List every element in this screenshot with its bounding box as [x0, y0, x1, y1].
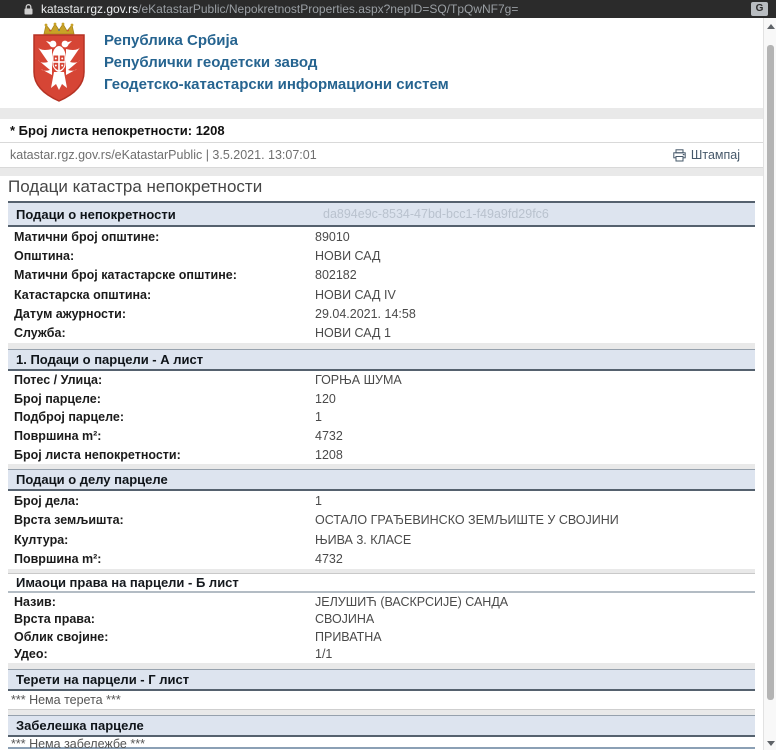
page-title-bar [0, 176, 776, 201]
row-value: 802182 [315, 268, 357, 283]
row-label: Потес / Улица: [14, 373, 103, 388]
table-row [8, 533, 755, 547]
empty-message-text: *** Нема терета *** [11, 693, 121, 707]
section-title: 1. Подаци о парцели - А лист [16, 352, 204, 367]
table-row [8, 307, 755, 321]
parcel-part-rows [8, 491, 755, 569]
divider-strip [0, 108, 776, 119]
section-header-property [8, 201, 755, 227]
vertical-scrollbar[interactable] [763, 18, 776, 750]
row-label: Број дела: [14, 493, 80, 508]
row-label: Површина m²: [14, 552, 102, 567]
table-row [8, 647, 755, 661]
section-header-note [8, 715, 755, 737]
row-label: Катастарска општина: [14, 287, 152, 302]
row-value: 120 [315, 391, 336, 406]
row-value: 89010 [315, 229, 350, 244]
table-row [8, 513, 755, 527]
section-header-rights-b [8, 573, 755, 593]
row-label: Матични број општине: [14, 229, 160, 244]
url-path: /eKatastarPublic/NepokretnostProperties.aspx?nepID=SQ/TpQwNF7g= [138, 2, 519, 16]
table-row [8, 373, 755, 387]
table-row [8, 448, 755, 462]
row-value: ПРИВАТНА [315, 629, 382, 644]
translate-icon[interactable]: G [751, 2, 768, 16]
breadcrumb: katastar.rgz.gov.rs/eKatastarPublic | 3.5.2021. 13:07:01 [10, 148, 317, 162]
row-label: Удео: [14, 647, 48, 662]
table-row [8, 494, 755, 508]
url-text[interactable] [41, 2, 751, 16]
property-rows [8, 227, 755, 343]
rights-rows [8, 593, 755, 663]
row-value: 1208 [315, 447, 343, 462]
agency-line-country: Република Србија [104, 32, 239, 49]
row-label: Облик својине: [14, 629, 109, 644]
table-row [8, 326, 755, 340]
table-row [8, 429, 755, 443]
row-label: Подброј парцеле: [14, 410, 124, 425]
table-row [8, 630, 755, 644]
row-label: Датум ажурности: [14, 306, 126, 321]
row-label: Општина: [14, 248, 75, 263]
table-row [8, 288, 755, 302]
row-label: Површина m²: [14, 429, 102, 444]
row-label: Матични број катастарске општине: [14, 268, 237, 283]
row-label: Култура: [14, 532, 69, 547]
row-value: СВОЈИНА [315, 612, 375, 627]
agency-line-institute: Републички геодетски завод [104, 54, 318, 71]
row-label: Број парцеле: [14, 391, 101, 406]
sheet-number-text: * Број листа непокретности: 1208 [10, 123, 225, 138]
section-title: Подаци о делу парцеле [16, 472, 168, 487]
scrollbar-down-arrow-icon[interactable] [767, 741, 775, 746]
browser-url-bar[interactable] [0, 0, 776, 18]
meta-bar [0, 143, 776, 168]
row-value: ЈЕЛУШИЋ (ВАСКРСИЈЕ) САНДА [315, 594, 509, 609]
section-header-burdens-g [8, 669, 755, 691]
note-empty-message [8, 737, 755, 749]
row-value: 4732 [315, 552, 343, 567]
printer-icon [673, 149, 686, 162]
scrollbar-thumb[interactable] [767, 45, 774, 700]
table-row [8, 552, 755, 566]
parcel-rows [8, 371, 755, 464]
row-value: 4732 [315, 429, 343, 444]
section-title: Подаци о непокретности [16, 206, 176, 222]
row-value: 29.04.2021. 14:58 [315, 306, 416, 321]
divider-strip [0, 168, 776, 176]
row-value: НОВИ САД 1 [315, 326, 391, 341]
empty-message-text: *** Нема забележбе *** [11, 737, 145, 750]
row-value: ЊИВА 3. КЛАСЕ [315, 532, 412, 547]
site-header [0, 18, 776, 108]
print-button[interactable] [673, 148, 740, 162]
row-label: Служба: [14, 326, 66, 341]
row-value: 1 [315, 493, 322, 508]
lock-icon[interactable] [24, 4, 33, 15]
serbia-coat-of-arms-icon [28, 22, 90, 104]
print-label: Штампај [690, 148, 740, 162]
table-row [8, 268, 755, 282]
agency-line-system: Геодетско-катастарски информациони систем [104, 76, 449, 93]
sheet-number-bar [0, 119, 776, 143]
table-row [8, 595, 755, 609]
agency-titles [104, 30, 449, 96]
row-label: Врста земљишта: [14, 513, 124, 528]
row-value: ОСТАЛО ГРАЂЕВИНСКО ЗЕМЉИШТЕ У СВОЈИНИ [315, 513, 619, 528]
table-row [8, 249, 755, 263]
table-row [8, 410, 755, 424]
row-value: ГОРЊА ШУМА [315, 373, 402, 388]
section-header-parcel-part [8, 469, 755, 491]
property-guid: da894e9c-8534-47bd-bcc1-f49a9fd29fc6 [323, 207, 549, 221]
row-label: Број листа непокретности: [14, 447, 181, 462]
row-value: 1/1 [315, 647, 333, 662]
burdens-empty-message [8, 691, 755, 710]
scrollbar-up-arrow-icon[interactable] [767, 24, 775, 29]
row-label: Врста права: [14, 612, 95, 627]
row-label: Назив: [14, 594, 56, 609]
table-row [8, 230, 755, 244]
section-title: Терети на парцели - Г лист [16, 672, 190, 687]
table-row [8, 612, 755, 626]
row-value: НОВИ САД IV [315, 287, 396, 302]
section-header-parcel-a [8, 349, 755, 371]
row-value: НОВИ САД [315, 248, 381, 263]
section-title: Забелешка парцеле [16, 718, 144, 733]
section-title: Имаоци права на парцели - Б лист [16, 575, 239, 590]
cadastre-table [8, 201, 755, 749]
page-title: Подаци катастра непокретности [8, 177, 263, 196]
url-domain: katastar.rgz.gov.rs [41, 2, 139, 16]
table-row [8, 392, 755, 406]
row-value: 1 [315, 410, 322, 425]
